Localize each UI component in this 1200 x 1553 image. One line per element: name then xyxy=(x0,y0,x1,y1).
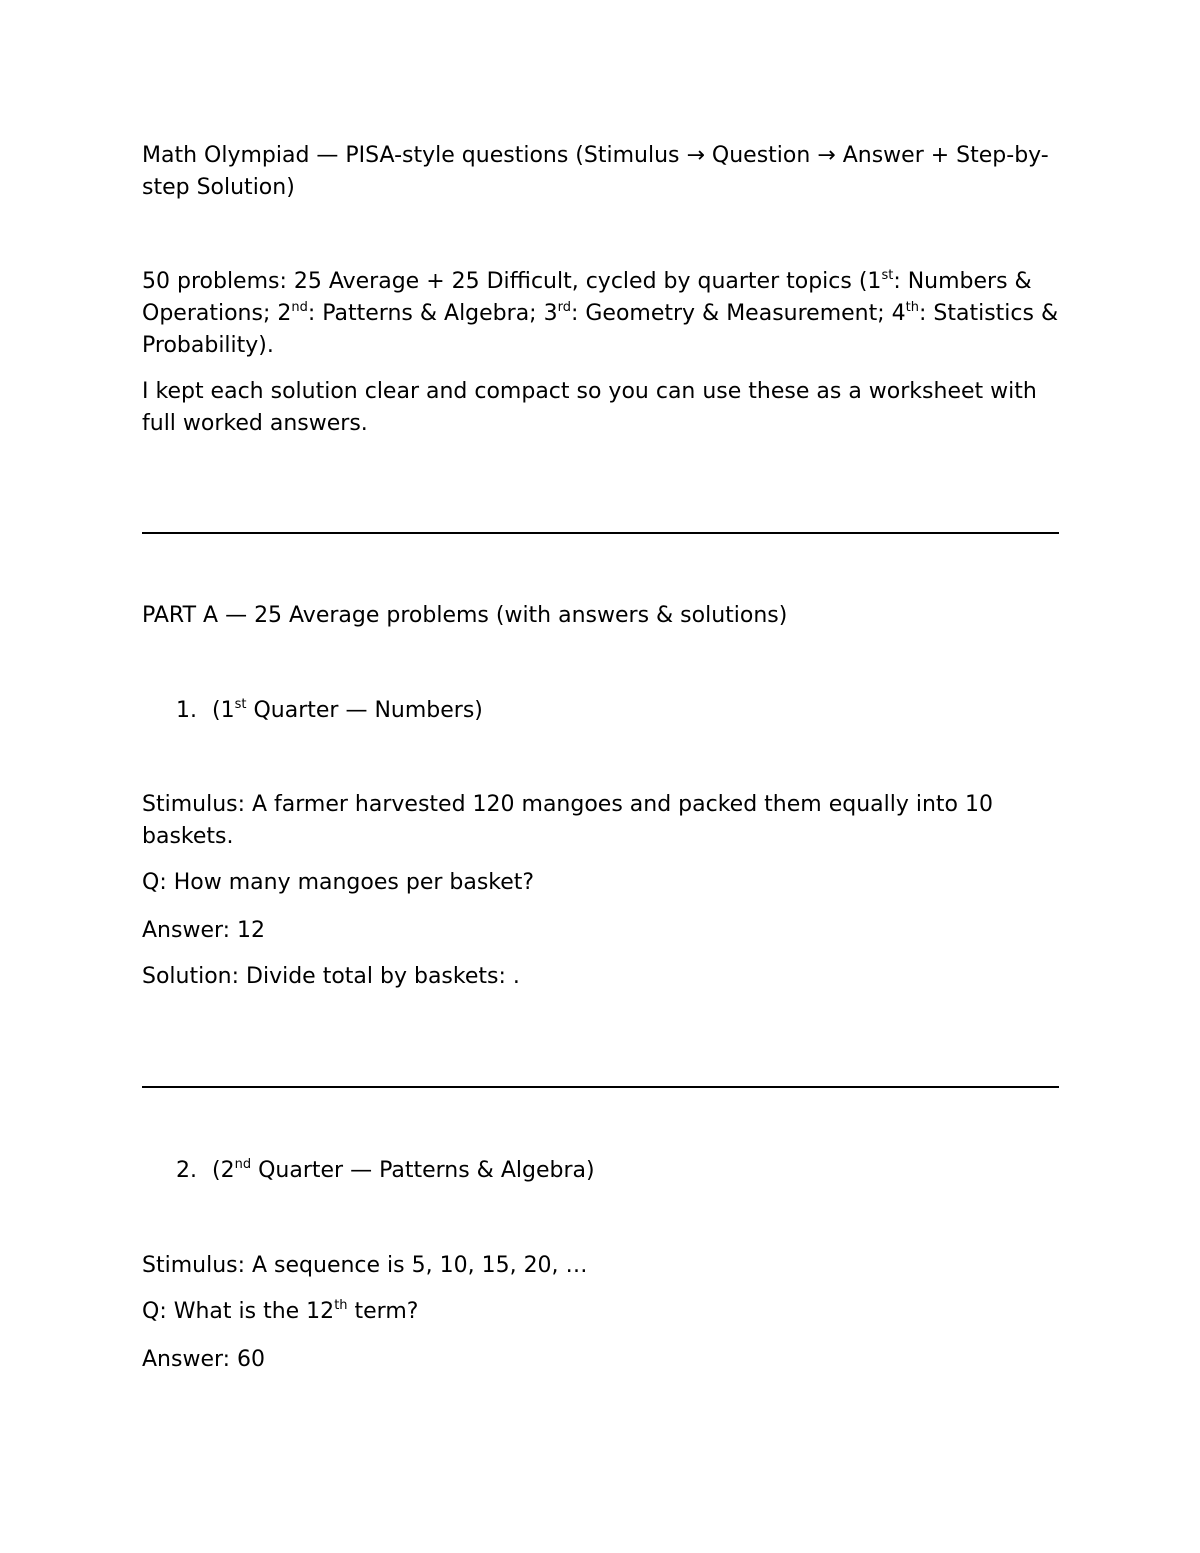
problem-2-question-sup: th xyxy=(334,1298,348,1313)
intro-text-d: : Geometry & Measurement; 4 xyxy=(570,301,906,326)
intro-sup-4: th xyxy=(905,300,919,315)
intro-text-a: 50 problems: 25 Average + 25 Difficult, cycled by quarter topics (1 xyxy=(142,269,882,294)
problem-2-title-sup: nd xyxy=(234,1157,252,1172)
problem-2-question-b: term? xyxy=(347,1299,419,1324)
problem-1-question: Q: How many mangoes per basket? xyxy=(142,870,535,895)
document-title: Math Olympiad — PISA-style questions (Stimulus → Question → Answer + Step-by-step Solution) xyxy=(142,143,1049,200)
problem-1-title-sup: st xyxy=(234,697,247,712)
part-a-heading: PART A — 25 Average problems (with answers & solutions) xyxy=(142,603,788,628)
problem-2-title-a: (2 xyxy=(212,1158,235,1183)
intro-sup-1: st xyxy=(881,268,894,283)
problem-1-solution: Solution: Divide total by baskets: . xyxy=(142,964,520,989)
problem-1-title-a: (1 xyxy=(212,698,235,723)
intro-text-c: : Patterns & Algebra; 3 xyxy=(307,301,558,326)
problem-2-question xyxy=(142,1296,1062,1328)
problem-1-answer: Answer: 12 xyxy=(142,918,266,943)
intro-paragraph xyxy=(142,266,1062,362)
problem-2-number: 2. xyxy=(176,1158,197,1183)
problem-2-question-a: Q: What is the 12 xyxy=(142,1299,335,1324)
intro-text-b: : Numbers & Operations; 2 xyxy=(142,269,1032,326)
problem-2-answer: Answer: 60 xyxy=(142,1347,266,1372)
problem-2-title-b: Quarter — Patterns & Algebra) xyxy=(251,1158,595,1183)
intro-note: I kept each solution clear and compact so you can use these as a worksheet with full worked answers. xyxy=(142,379,1037,436)
intro-text-e: : Statistics & Probability). xyxy=(142,301,1059,358)
horizontal-rule xyxy=(142,532,1059,534)
problem-1-stimulus: Stimulus: A farmer harvested 120 mangoes and packed them equally into 10 baskets. xyxy=(142,792,993,849)
problem-1-number: 1. xyxy=(176,698,197,723)
intro-sup-2: nd xyxy=(291,300,308,315)
intro-sup-3: rd xyxy=(557,300,571,315)
problem-2-title xyxy=(176,1155,595,1187)
problem-2-stimulus: Stimulus: A sequence is 5, 10, 15, 20, … xyxy=(142,1253,588,1278)
problem-1-title xyxy=(176,695,483,727)
problem-1-title-b: Quarter — Numbers) xyxy=(246,698,483,723)
horizontal-rule xyxy=(142,1086,1059,1088)
